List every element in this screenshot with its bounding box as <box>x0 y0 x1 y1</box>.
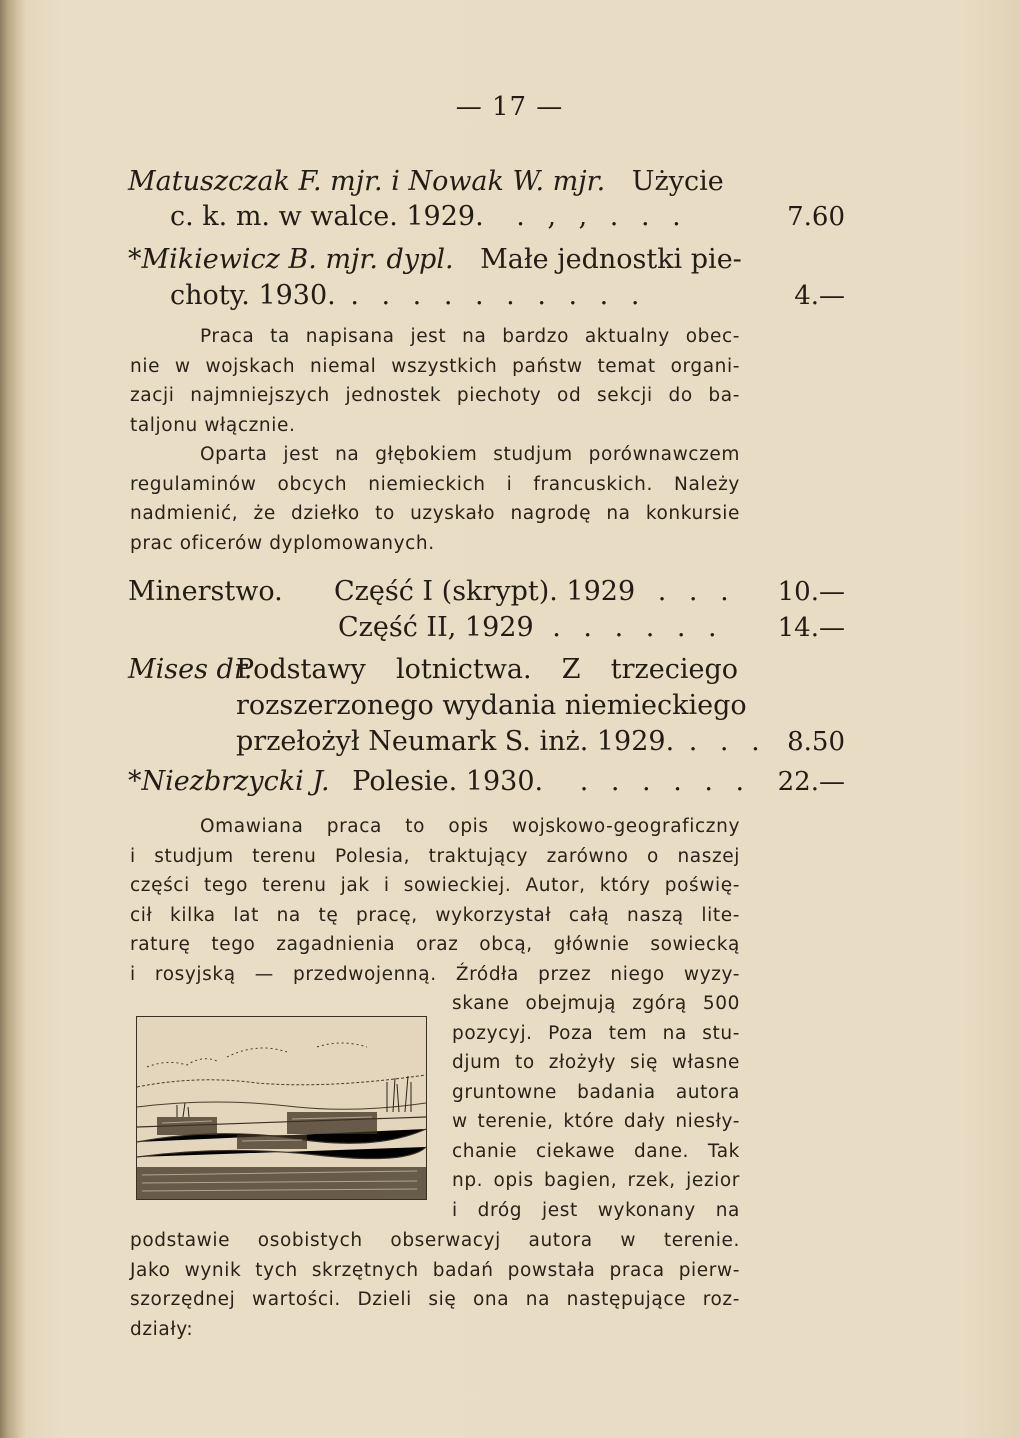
description-mikiewicz <box>130 322 740 558</box>
text-line: pozycyj. Poza tem na stu- <box>452 1022 740 1044</box>
page-binding-fold <box>0 0 26 1438</box>
entry-author: Minerstwo. <box>128 576 283 607</box>
text-line: Jako wynik tych skrzętnych badań powstała praca pierw- <box>130 1259 740 1281</box>
entry-author: Matuszczak F. mjr. i Nowak W. mjr. <box>128 166 606 197</box>
entry-mark: * <box>128 766 142 797</box>
page-number: — 17 — <box>455 92 564 122</box>
text-line: Oparta jest na głębokiem studjum porównawczem <box>200 444 740 465</box>
entry-mikiewicz-line1 <box>128 242 742 280</box>
leader-dots: . . . . . . <box>552 612 724 643</box>
text-line: Omawiana praca to opis wojskowo-geograficzny <box>200 816 740 837</box>
entry-title: rozszerzonego wydania niemieckiego <box>236 690 747 721</box>
text-line: podstawie osobistych obserwacyj autora w terenie. <box>130 1230 740 1251</box>
text-line: djum to złożyły się własne <box>452 1052 740 1073</box>
text-line: raturę tego zagadnienia oraz obcą, głównie sowiecką <box>130 934 740 955</box>
entry-price: 14.— <box>777 613 845 643</box>
entry-title: Podstawy lotnictwa. Z trzeciego <box>236 654 738 685</box>
entry-part-label: Część II, 1929 <box>338 612 534 643</box>
entry-matuszczak-line1 <box>128 164 724 202</box>
entry-mises-title3 <box>236 724 767 762</box>
leader-dots: . . . . . . <box>579 766 752 797</box>
description-niezbrzycki-end <box>130 1226 740 1344</box>
entry-mises-title2 <box>236 688 747 726</box>
text-line: i dróg jest wykonany na <box>452 1199 740 1221</box>
entry-mikiewicz-line2 <box>170 278 646 316</box>
entry-mises-line1 <box>128 652 252 690</box>
entry-price: 4.— <box>794 281 845 311</box>
entry-title: Małe jednostki pie- <box>480 244 742 275</box>
entry-title-continued: choty. 1930. <box>170 280 336 311</box>
text-line: nie w wojskach niemal wszystkich państw temat organi- <box>130 355 740 377</box>
text-line: w terenie, które dały niesły- <box>452 1111 740 1132</box>
text-line: zacji najmniejszych jednostek piechoty od sekcji do ba- <box>130 385 740 406</box>
entry-author-name: Niezbrzycki J. <box>141 766 330 797</box>
text-line: i studjum terenu Polesia, traktujący zarówno o naszej <box>130 845 740 867</box>
description-niezbrzycki-side <box>452 989 740 1225</box>
entry-author: Mises dr. <box>128 654 253 685</box>
leader-dots: . . . . . . . . . . <box>350 280 647 311</box>
leader-dots: . . . <box>657 576 736 607</box>
text-line: skane obejmują zgórą 500 <box>452 993 740 1014</box>
text-line: cił kilka lat na tę pracę, wykorzystał całą naszą lite- <box>130 904 740 926</box>
text-line: regulaminów obcych niemieckich i francuskich. Należy <box>130 473 740 495</box>
entry-title: Polesie. 1930. <box>352 766 544 797</box>
entry-title: Użycie <box>631 166 724 197</box>
text-line: Praca ta napisana jest na bardzo aktualny obec- <box>200 326 740 347</box>
entry-title-continued: c. k. m. w walce. 1929. <box>170 201 484 232</box>
text-line: gruntowne badania autora <box>452 1081 740 1103</box>
entry-author <box>128 766 330 797</box>
entry-price: 7.60 <box>787 202 845 232</box>
entry-author <box>128 244 454 275</box>
entry-price: 10.— <box>777 577 845 607</box>
entry-matuszczak-line2 <box>170 199 688 237</box>
entry-minerstwo-author <box>128 574 283 612</box>
landscape-illustration <box>136 1016 427 1200</box>
text-line: np. opis bagien, rzek, jezior <box>452 1170 740 1191</box>
entry-price: 8.50 <box>787 727 845 757</box>
marsh-landscape-engraving <box>137 1017 426 1199</box>
entry-niezbrzycki <box>128 764 751 802</box>
leader-dots: . , , . . . <box>516 201 688 232</box>
text-line: prac oficerów dyplomowanych. <box>130 532 435 554</box>
entry-minerstwo-part2 <box>338 610 724 648</box>
entry-title: przełożył Neumark S. inż. 1929. <box>236 726 675 757</box>
text-line: części tego terenu jak i sowieckiej. Autor, który poświę- <box>130 875 740 896</box>
text-line: działy: <box>130 1318 194 1340</box>
description-niezbrzycki-top <box>130 812 740 989</box>
text-line: chanie ciekawe dane. Tak <box>452 1140 740 1162</box>
entry-price: 22.— <box>777 767 845 797</box>
entry-minerstwo-part1 <box>334 574 736 612</box>
entry-mark: * <box>128 244 142 275</box>
entry-part-label: Część I (skrypt). 1929 <box>334 576 636 607</box>
text-line: i rosyjską — przedwojenną. Źródła przez niego wyzy- <box>130 963 740 985</box>
text-line: nadmienić, że dziełko to uzyskało nagrodę na konkursie <box>130 503 740 524</box>
leader-dots: . . . <box>688 726 767 757</box>
text-line: szorzędnej wartości. Dzieli się ona na następujące roz- <box>130 1289 740 1310</box>
entry-author-name: Mikiewicz B. mjr. dypl. <box>141 244 454 275</box>
text-line: taljonu włącznie. <box>130 414 296 436</box>
entry-mises-title1 <box>236 652 738 690</box>
